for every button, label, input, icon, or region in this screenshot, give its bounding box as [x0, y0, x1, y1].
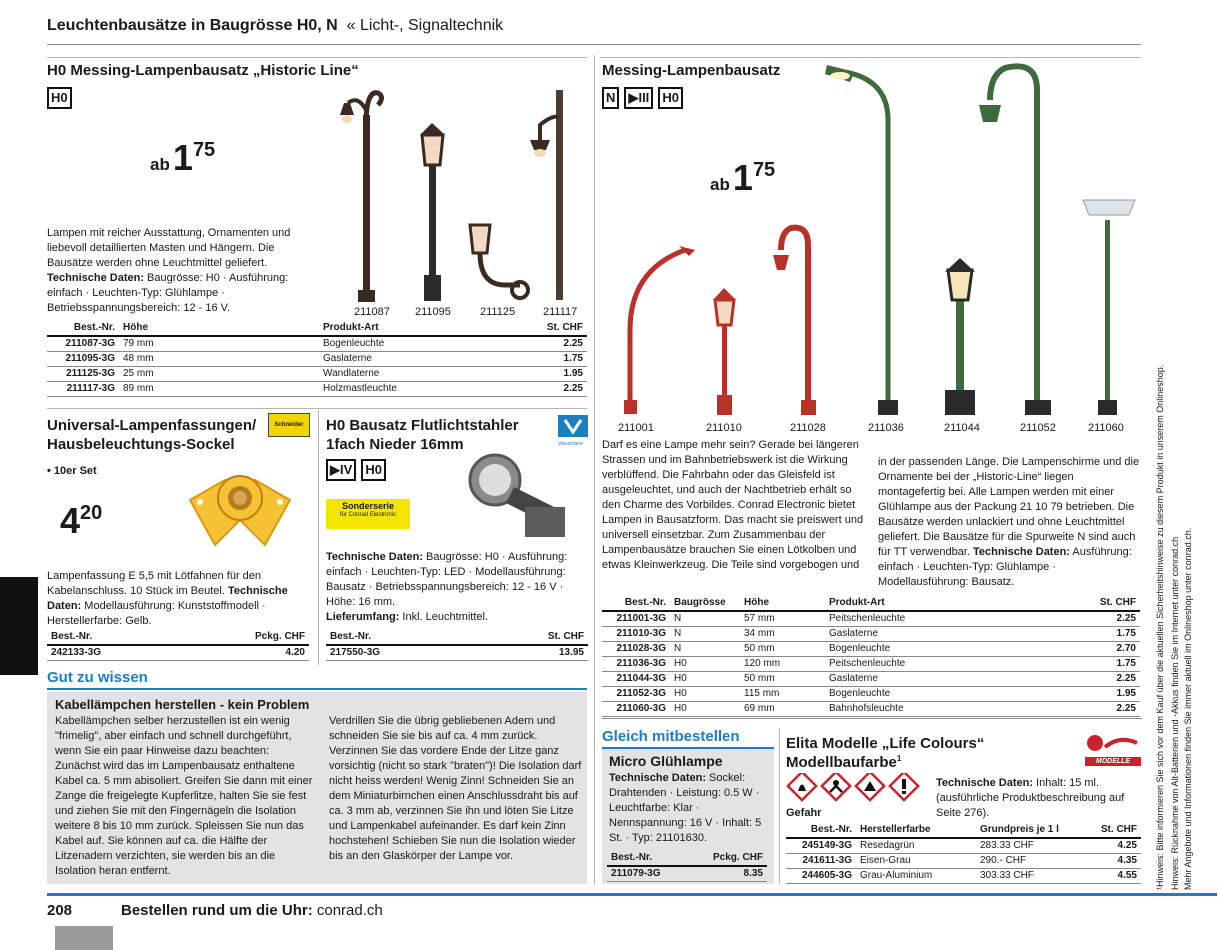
- universal-description: [47, 569, 312, 629]
- lamp-label: 211087: [354, 306, 390, 318]
- side-tab: [0, 577, 38, 675]
- col-header: Produkt-Art: [319, 320, 493, 336]
- col-header: Baugrösse: [670, 595, 740, 611]
- section-divider: [47, 57, 587, 58]
- historic-table: [47, 320, 587, 397]
- flutlicht-description: [326, 550, 588, 625]
- universal-tech-text: Modellausführung: Kunststoffmodell · Herstellerfarbe: Gelb.: [47, 600, 266, 627]
- price-int: 1: [732, 157, 753, 198]
- lamp-label: 211095: [415, 306, 451, 318]
- universal-desc-text: Lampenfassung E 5,5 mit Lötfahnen für den Kabelanschluss. 10 Stück im Beutel.: [47, 570, 262, 597]
- badge-h0: H0: [47, 87, 72, 109]
- flutlicht-scope-label: Lieferumfang:: [326, 611, 400, 623]
- footnote-marker: 1: [896, 753, 902, 763]
- price-prefix: ab: [710, 175, 730, 194]
- col-header: Höhe: [119, 320, 319, 336]
- universal-title: Universal-Lampenfassungen/ Hausbeleuchtungs-Sockel: [47, 417, 257, 453]
- col-header: Best.-Nr.: [47, 320, 119, 336]
- lamp-label: 211117: [543, 306, 578, 318]
- page-header: [47, 16, 503, 37]
- footer-tab: [55, 926, 113, 950]
- col-header: Best.-Nr.: [607, 850, 687, 866]
- table-row: 211087-3G 79 mm Bogenleuchte 2.25: [47, 336, 587, 351]
- badge-epoch: ▶IV: [326, 459, 356, 481]
- col-header: Höhe: [740, 595, 825, 611]
- price-dec: 20: [80, 502, 103, 524]
- historic-desc-text: Lampen mit reicher Ausstattung, Ornamenten und liebevoll detaillierten Masten und Hängern. Die Bausätze werden ohne Leuchtmittel geliefert.: [47, 227, 291, 269]
- table-row: 217550-3G 13.95: [326, 645, 588, 660]
- table-row: 245149-3G Resedagrün 283.33 CHF 4.25: [786, 838, 1141, 853]
- table-row: 211060-3G H0 69 mm Bahnhofsleuchte 2.25: [602, 701, 1140, 716]
- health-hazard-icon: [822, 773, 850, 800]
- price-int: 4: [60, 500, 81, 541]
- sidebar-note-2: Hinweis: Rücknahme von Alt-Batterien und -Akkus finden Sie im Internet unter conrad.ch: [1170, 536, 1180, 890]
- environment-icon: [856, 773, 884, 800]
- col-header: Best.-Nr.: [47, 629, 178, 645]
- lamp-label: 211125: [480, 306, 516, 318]
- messing-tech-label: Technische Daten:: [972, 546, 1070, 558]
- header-title: Leuchtenbausätze in Baugrösse H0, N: [47, 17, 338, 34]
- table-row: 211117-3G 89 mm Holzmastleuchte 2.25: [47, 381, 587, 396]
- flutlicht-badges: [326, 459, 388, 481]
- messing-desc-col2: [878, 455, 1140, 590]
- header-breadcrumb: « Licht-, Signaltechnik: [346, 17, 504, 34]
- col-header: Grundpreis je 1 l: [976, 822, 1085, 838]
- table-row: 211044-3G H0 50 mm Gaslaterne 2.25: [602, 671, 1140, 686]
- col-header: St. CHF: [1032, 595, 1140, 611]
- table-row: 211125-3G 25 mm Wandlaterne 1.95: [47, 366, 587, 381]
- lamp-label: 211010: [706, 422, 742, 434]
- historic-tech-text: Baugrösse: H0 · Ausführung: einfach · Leuchten-Typ: Glühlampe · Betriebsspannungsbereich: 12 - 16 V.: [47, 272, 289, 314]
- flutlicht-scope-text: Inkl. Leuchtmittel.: [399, 611, 488, 623]
- col-header: Produkt-Art: [825, 595, 1032, 611]
- gefahr-label: Gefahr: [786, 807, 822, 819]
- sidebar-note-1: ¹Hinweis: Bitte informieren Sie sich vor dem Kauf über die aktuellen Sicherheitshinweise zu diesem Produkt in unserem Onlineshop.: [1155, 364, 1165, 890]
- messing-tech-text: Ausführung: einfach · Leuchten-Typ: Glühlampe · Modellausführung: Bausatz.: [878, 546, 1132, 588]
- section-divider: [602, 718, 1142, 719]
- messing-lamps-image: [605, 60, 1145, 418]
- col-header: St. CHF: [493, 320, 587, 336]
- universal-table: [47, 629, 309, 661]
- footer-line: [47, 893, 1217, 896]
- elita-tech-text: Inhalt: 15 ml. (ausführliche Produktbeschreibung auf Seite 276).: [936, 777, 1125, 819]
- lamp-label: 211028: [790, 422, 826, 434]
- sonderserie-subtext: für Conrad Electronic: [339, 511, 397, 518]
- floodlight-image: [455, 445, 570, 545]
- elita-table: [786, 822, 1141, 884]
- col-header: St. CHF: [1085, 822, 1141, 838]
- elita-description: [936, 776, 1136, 821]
- section-divider: [779, 728, 780, 884]
- table-row: 241611-3G Eisen-Grau 290.- CHF 4.35: [786, 853, 1141, 868]
- price-dec: 75: [192, 139, 216, 161]
- gleich-tech-label: Technische Daten:: [609, 772, 706, 784]
- viessmann-logo: [558, 415, 588, 448]
- section-divider: [318, 410, 319, 665]
- col-header: Herstellerfarbe: [856, 822, 976, 838]
- gleich-heading: Gleich mitbestellen: [602, 728, 740, 745]
- col-header: Pckg. CHF: [178, 629, 309, 645]
- table-row: 211028-3G N 50 mm Bogenleuchte 2.70: [602, 641, 1140, 656]
- universal-set: • 10er Set: [47, 465, 97, 477]
- badge-h0: H0: [658, 87, 683, 109]
- elita-logo: [1085, 733, 1141, 766]
- table-row: 211036-3G H0 120 mm Peitschenleuchte 1.75: [602, 656, 1140, 671]
- sonderserie-badge: [326, 499, 410, 529]
- lamp-label: 211060: [1088, 422, 1124, 434]
- historic-description: [47, 226, 312, 316]
- col-header: Best.-Nr.: [602, 595, 670, 611]
- lamp-socket-image: [170, 450, 310, 560]
- historic-title: H0 Messing-Lampenbausatz „Historic Line“: [47, 62, 359, 79]
- schneider-logo: Schneider: [268, 413, 310, 437]
- section-divider: [47, 408, 587, 409]
- section-divider: [600, 57, 1141, 58]
- badge-n: N: [602, 87, 619, 109]
- messing-desc-col1: Darf es eine Lampe mehr sein? Gerade bei längeren Strassen und im Bahnbetriebswerk ist die Wirkung verblüffend. Die Fahrbahn oder das Gleisfeld ist ausgeleuchtet, und auch der Nachtbetrieb erhält so den Charme des Vorbildes. Conrad Electronic bietet Lampen in Bausatzform. Das macht sie preiswert und universell einsetzbar. Zum Zusammenbau der Lampenbausätze brauchen Sie einen Lötkolben und etwas Kleinwerkzeug. Die Teile sind vorgebogen und: [602, 439, 864, 571]
- lamp-label: 211044: [944, 422, 980, 434]
- table-row: 211095-3G 48 mm Gaslaterne 1.75: [47, 351, 587, 366]
- col-header: St. CHF: [475, 629, 588, 645]
- gleich-table: [607, 850, 767, 882]
- table-row: 211010-3G N 34 mm Gaslaterne 1.75: [602, 626, 1140, 641]
- col-header: Best.-Nr.: [786, 822, 856, 838]
- historic-tech-label: Technische Daten:: [47, 272, 144, 284]
- gut-title: Kabellämpchen herstellen - kein Problem: [55, 697, 310, 712]
- gut-heading: Gut zu wissen: [47, 669, 148, 686]
- footer-order-url: conrad.ch: [312, 902, 383, 919]
- flutlicht-tech-label: Technische Daten:: [326, 551, 423, 563]
- badge-h0: H0: [361, 459, 386, 481]
- sidebar-note-3: Mehr Angebote und Informationen finden Sie immer aktuell im Onlineshop unter conrad.ch.: [1183, 527, 1193, 890]
- table-row: 242133-3G 4.20: [47, 645, 309, 660]
- table-row: 211001-3G N 57 mm Peitschenleuchte 2.25: [602, 611, 1140, 626]
- footer-order: [121, 901, 383, 921]
- messing-title: Messing-Lampenbausatz: [602, 62, 781, 79]
- flutlicht-table: [326, 629, 588, 661]
- universal-price: [60, 498, 102, 545]
- sonderserie-text: Sonderserie: [341, 501, 395, 511]
- col-header: Pckg. CHF: [687, 850, 767, 866]
- table-row: 244605-3G Grau-Aluminium 303.33 CHF 4.55: [786, 868, 1141, 883]
- warning-icon: [890, 773, 918, 800]
- elita-tech-label: Technische Daten:: [936, 777, 1033, 789]
- historic-lamps-image: [330, 85, 590, 305]
- gleich-description: [609, 771, 769, 846]
- viessmann-logo-text: Viessmann: [558, 441, 583, 448]
- elita-title-text: Elita Modelle „Life Colours“ Modellbaufarbe: [786, 735, 985, 771]
- lamp-label: 211036: [868, 422, 904, 434]
- elita-logo-text: MODELLE: [1085, 757, 1141, 766]
- price-int: 1: [172, 137, 193, 178]
- gut-underline: [47, 688, 587, 690]
- historic-price: [150, 135, 215, 182]
- historic-badges: [47, 87, 74, 109]
- page-number: 208: [47, 902, 73, 919]
- lamp-label: 211052: [1020, 422, 1056, 434]
- header-divider: [47, 44, 1141, 45]
- footer-order-label: Bestellen rund um die Uhr:: [121, 902, 313, 919]
- gut-col1: Kabellämpchen selber herzustellen ist ein wenig "frimelig", aber einfach und schnell durchgeführt, wenn Sie ein paar Hinweise dazu beachten: Zunächst wird das im Lampenbausatz enthaltene Kabel ca. 5 mm abisoliert. Greifen Sie dann mit einer Zange die freigelegte Kupferlitze, halten Sie sie fest und ziehen Sie mit den Fingernägeln die Isolation weitere 8 bis 10 mm zurück. Spleissen Sie nun das Kabel auf. Sie können auf ca. die Hälfte der Litzenadern verzichten, sie werden bis an die Isolation heran entfernt.: [55, 715, 313, 877]
- price-prefix: ab: [150, 155, 170, 174]
- flutlicht-tech-text: Baugrösse: H0 · Ausführung: einfach · Leuchten-Typ: LED · Modellausführung: Bausatz · Betriebsspannungsbereich: 12 - 16 V · Höhe: 16 mm.: [326, 551, 568, 608]
- gleich-title: Micro Glühlampe: [609, 753, 723, 769]
- flutlicht-title: H0 Bausatz Flutlichtstahler 1fach Nieder 16mm: [326, 417, 519, 453]
- messing-table: [602, 595, 1140, 717]
- lamp-label: 211001: [618, 422, 654, 434]
- flammable-icon: [788, 773, 816, 800]
- elita-title: [786, 735, 986, 773]
- table-row: 211052-3G H0 115 mm Bogenleuchte 1.95: [602, 686, 1140, 701]
- badge-epoch: ▶III: [624, 87, 653, 109]
- column-divider: [594, 55, 595, 885]
- col-header: Best.-Nr.: [326, 629, 475, 645]
- gut-col2: Verdrillen Sie die übrig gebliebenen Adern und schneiden Sie sie bis auf ca. 4 mm zurück. Verzinnen Sie das vordere Ende der Litze ganz vorsichtig (nicht so stark "braten")! Die Isolation darf nicht heiss werden! Wenig Zinn! Schneiden Sie an dem Miniaturbirnchen einen Anschlussdraht bis auf ca. 3 mm ab, verzinnen Sie ihn und löten Sie Litze und Lampenkabel aufeinander. Es darf kein Zinn hochstehen! Schieben Sie nun die Isolation wieder bis an den Glaskörper der Lampe vor.: [329, 715, 582, 862]
- universal-tech-label: Technische Daten:: [47, 585, 288, 612]
- hazard-icons: [786, 773, 921, 805]
- messing-desc-text: in der passenden Länge. Die Lampenschirme und die Ornamente bei der „Historic-Line“ liegen montagefertig bei. Alle Lampen werden mit einer Glühlampe aus der Packung 21 10 79 betrieben. Die Bausätze werden unlackiert und ohne Leuchtmittel geliefert. Die Bausätze für die Spurweite N sind auch für TT verwendbar.: [878, 456, 1140, 558]
- gleich-tech-text: Sockel: Drahtenden · Leistung: 0.5 W · Leuchtfarbe: Klar · Nennspannung: 16 V · Inhalt: 5 St. · Typ: 21101630.: [609, 772, 762, 844]
- table-row: 211079-3G 8.35: [607, 866, 767, 881]
- price-dec: 75: [752, 159, 776, 181]
